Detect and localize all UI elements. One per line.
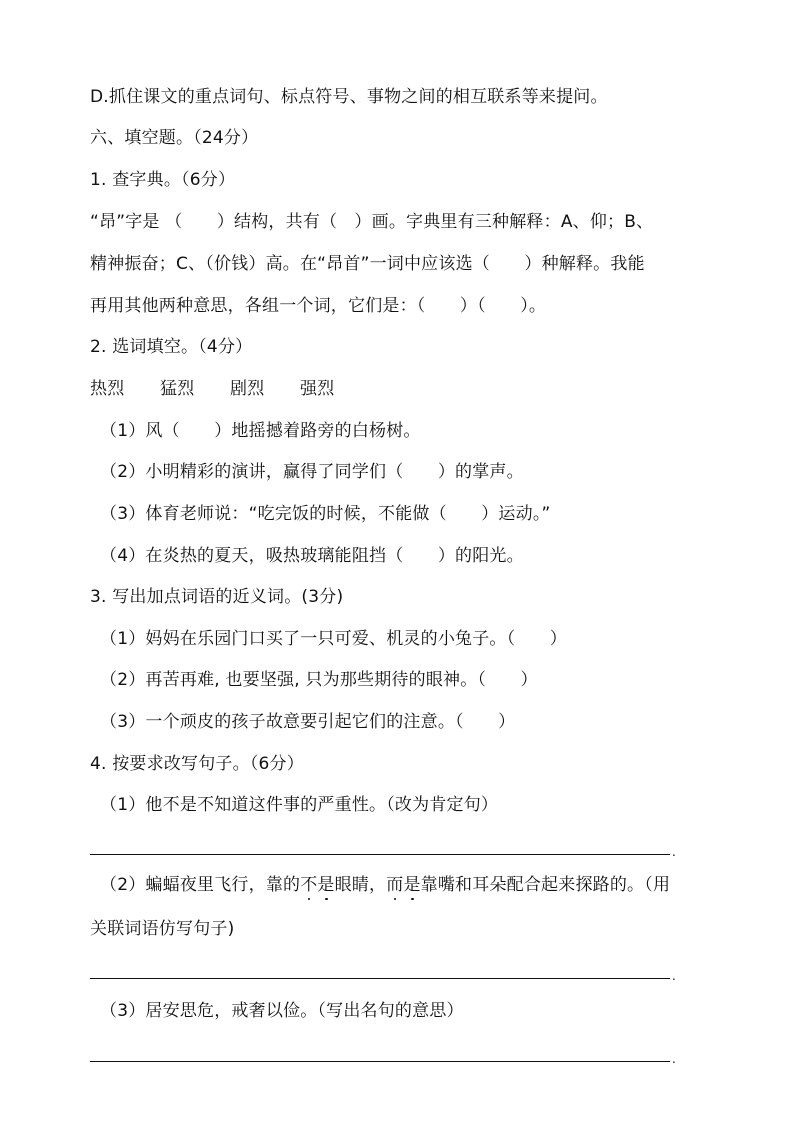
q3-title: 3. 写出加点词语的近义词。(3分) [90,587,344,607]
q4-item-2-cont: 关联词语仿写句子) [90,919,235,939]
q2-item-2: （2）小明精彩的演讲，赢得了同学们（ ）的掌声。 [100,462,524,482]
word-option: 强烈 [300,379,335,399]
q3-item-1: （1）妈妈在乐园门口买了一只可爱、机灵的小兔子。（ ） [100,629,567,649]
answer-line-2[interactable] [90,978,670,979]
word-option: 猛烈 [160,379,195,399]
q4-title: 4. 按要求改写句子。（6分） [90,754,304,774]
q4-item-1: （1）他不是不知道这件事的严重性。（改为肯定句） [100,795,499,815]
q1-line-3: 再用其他两种意思，各组一个词，它们是：（ ）（ ）。 [90,296,547,316]
q2-word-bank [90,378,364,400]
q2-item-1: （1）风（ ）地摇撼着路旁的白杨树。 [100,421,421,441]
answer-line-end-dot: . [672,845,676,859]
q2-title: 2. 选词填空。（4分） [90,337,253,357]
answer-line-3[interactable] [90,1061,670,1062]
q2-item-3: （3）体育老师说：“吃完饭的时候，不能做（ ）运动。” [100,504,551,524]
emphasis-char: 是 [403,875,421,895]
q4-item-3: （3）居安思危，戒奢以俭。（写出名句的意思） [100,1001,464,1021]
word-option: 热烈 [90,379,125,399]
q3-item-3: （3）一个顽皮的孩子故意要引起它们的注意。（ ） [100,712,516,732]
answer-line-end-dot: . [672,969,676,983]
q2-item-4: （4）在炎热的夏天，吸热玻璃能阻挡（ ）的阳光。 [100,546,524,566]
answer-line-1[interactable] [90,854,670,855]
q1-line-1: “昂”字是 （ ）结构，共有（ ）画。字典里有三种解释：A、仰；B、 [90,212,654,232]
q3-item-2: （2）再苦再难, 也要坚强, 只为那些期待的眼神。（ ） [100,670,538,690]
section-title: 六、填空题。（24分） [90,128,259,148]
emphasis-char: 而 [386,875,404,895]
answer-line-end-dot: . [672,1052,676,1066]
emphasis-char: 不 [300,875,318,895]
q1-line-2: 精神振奋；C、（价钱）高。在“昂首”一词中应该选（ ）种解释。我能 [90,254,645,274]
q4-item-2: （2）蝙蝠夜里飞行，靠的不是眼睛，而是靠嘴和耳朵配合起来探路的。（用 [100,875,671,895]
q1-title: 1. 查字典。（6分） [90,170,236,190]
option-d: D.抓住课文的重点词句、标点符号、事物之间的相互联系等来提问。 [90,87,608,107]
word-option: 剧烈 [230,379,265,399]
emphasis-char: 是 [317,875,335,895]
